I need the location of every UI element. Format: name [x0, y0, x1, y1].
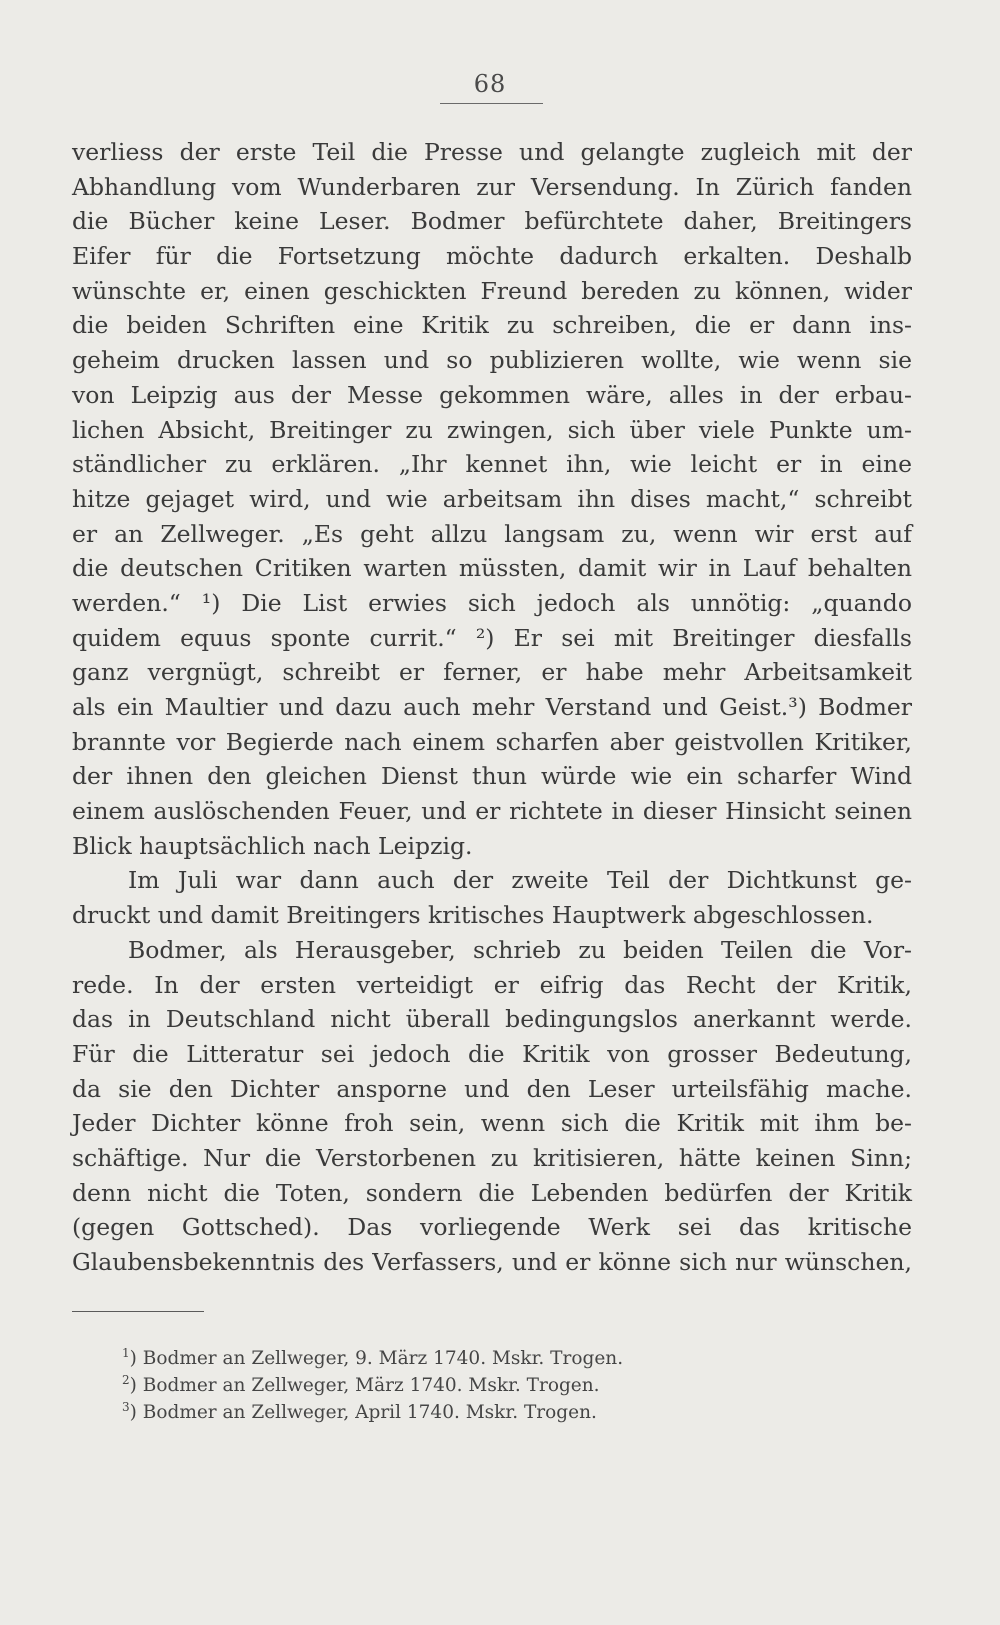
footnote-marker: 2 [122, 1373, 130, 1387]
text-line: ganz vergnügt, schreibt er ferner, er habe mehr Arbeitsamkeit [72, 658, 912, 687]
footnote-text: ) Bodmer an Zellweger, März 1740. Mskr. Trogen. [129, 1375, 600, 1396]
footnote [122, 1340, 623, 1367]
footnotes [122, 1340, 623, 1421]
text-line: quidem equus sponte currit.“ ²) Er sei mit Breitinger diesfalls [72, 623, 912, 652]
page-number: 68 [473, 70, 507, 98]
text-line: werden.“ ¹) Die List erwies sich jedoch als unnötig: „quando [72, 588, 912, 617]
footnote [122, 1367, 623, 1394]
text-line: Eifer für die Fortsetzung möchte dadurch erkalten. Deshalb [72, 242, 912, 271]
text-line: hitze gejaget wird, und wie arbeitsam ihn dises macht,“ schreibt [72, 484, 912, 513]
footnote [122, 1394, 623, 1421]
text-line: geheim drucken lassen und so publizieren wollte, wie wenn sie [72, 346, 912, 375]
text-line: ständlicher zu erklären. „Ihr kennet ihn, wie leicht er in eine [72, 450, 912, 479]
text-line: Abhandlung vom Wunderbaren zur Versendung. In Zürich fanden [72, 172, 912, 201]
text-line: Jeder Dichter könne froh sein, wenn sich die Kritik mit ihm be- [72, 1109, 912, 1138]
body-text [72, 135, 912, 1280]
text-line-paragraph-end: Blick hauptsächlich nach Leipzig. [72, 831, 473, 860]
page-number-rule [440, 103, 543, 104]
text-line: als ein Maultier und dazu auch mehr Verstand und Geist.³) Bodmer [72, 693, 912, 721]
text-line: von Leipzig aus der Messe gekommen wäre, alles in der erbau- [72, 380, 912, 409]
text-line-paragraph-start: Im Juli war dann auch der zweite Teil der Dichtkunst ge- [128, 866, 912, 895]
text-line: der ihnen den gleichen Dienst thun würde wie ein scharfer Wind [72, 762, 912, 791]
text-line: die deutschen Critiken warten müssten, damit wir in Lauf behalten [72, 554, 912, 583]
text-line: rede. In der ersten verteidigt er eifrig das Recht der Kritik, [72, 970, 912, 999]
text-line: einem auslöschenden Feuer, und er richtete in dieser Hinsicht seinen [72, 797, 912, 826]
footnote-marker: 1 [122, 1346, 130, 1360]
text-line: die Bücher keine Leser. Bodmer befürchtete daher, Breitingers [72, 207, 912, 236]
text-line: die beiden Schriften eine Kritik zu schreiben, die er dann ins- [72, 311, 912, 340]
footnote-text: ) Bodmer an Zellweger, 9. März 1740. Mskr. Trogen. [129, 1348, 624, 1369]
text-line: da sie den Dichter ansporne und den Leser urteilsfähig mache. [72, 1074, 912, 1103]
text-line: denn nicht die Toten, sondern die Lebenden bedürfen der Kritik [72, 1178, 912, 1207]
text-line: das in Deutschland nicht überall bedingungslos anerkannt werde. [72, 1005, 912, 1034]
text-line-paragraph-start: Bodmer, als Herausgeber, schrieb zu beiden Teilen die Vor- [128, 935, 912, 964]
text-line: (gegen Gottsched). Das vorliegende Werk sei das kritische [72, 1213, 912, 1242]
text-line: verliess der erste Teil die Presse und gelangte zugleich mit der [72, 138, 912, 166]
text-line: Für die Litteratur sei jedoch die Kritik von grosser Bedeutung, [72, 1039, 912, 1068]
footnote-marker: 3 [122, 1400, 130, 1414]
footnote-separator [72, 1311, 204, 1312]
footnote-text: ) Bodmer an Zellweger, April 1740. Mskr. Trogen. [129, 1402, 597, 1423]
text-line: wünschte er, einen geschickten Freund bereden zu können, wider [72, 276, 912, 305]
text-line: lichen Absicht, Breitinger zu zwingen, sich über viele Punkte um- [72, 415, 912, 444]
text-line: er an Zellweger. „Es geht allzu langsam zu, wenn wir erst auf [72, 519, 912, 548]
text-line-paragraph-end: druckt und damit Breitingers kritisches Hauptwerk abgeschlossen. [72, 901, 874, 930]
text-line: schäftige. Nur die Verstorbenen zu kritisieren, hätte keinen Sinn; [72, 1143, 912, 1172]
text-line: Glaubensbekenntnis des Verfassers, und er könne sich nur wünschen, [72, 1248, 912, 1276]
text-line: brannte vor Begierde nach einem scharfen aber geistvollen Kritiker, [72, 727, 912, 756]
